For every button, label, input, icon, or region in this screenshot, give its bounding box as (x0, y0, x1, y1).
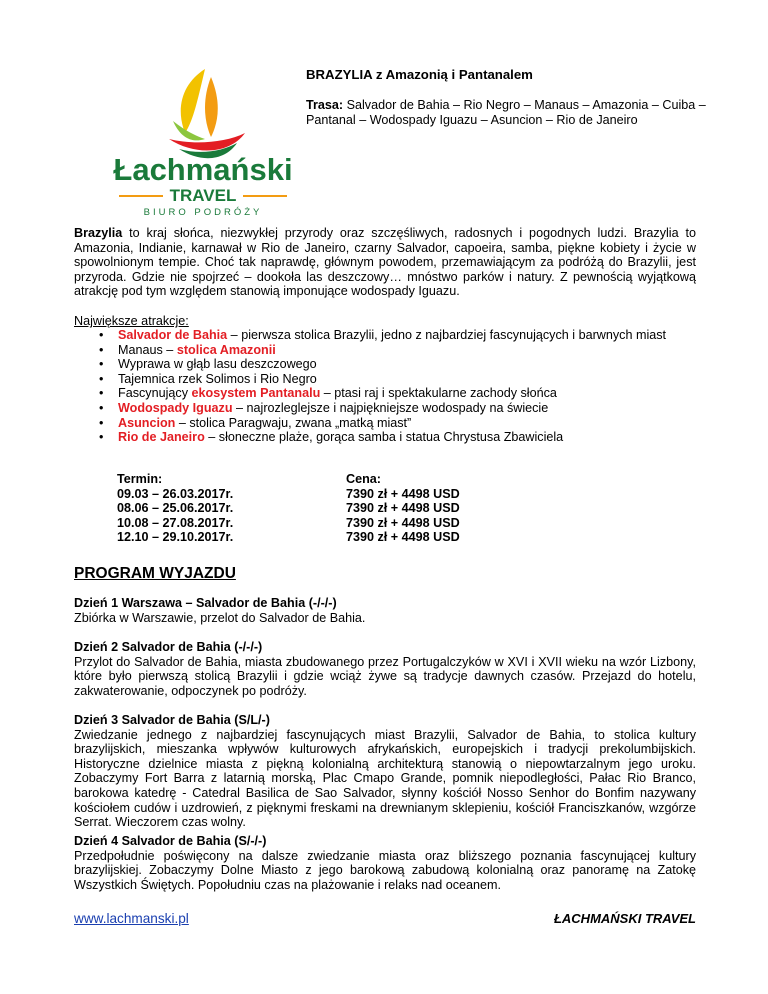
price-value: 7390 zł + 4498 USD (346, 515, 460, 530)
list-item: • Fascynujący ekosystem Pantanalu – ptasi raj i spektakularne zachody słońca (74, 386, 674, 401)
day-1 (74, 596, 696, 625)
day-text: Zwiedzanie jednego z najbardziej fascynujących miast Brazylii, Salvador de Bahia, to stolica kultury brazylijskich, mieszanka wpływów kulturowych afrykańskich, europejskich i tradycji prekolumbijskich. Historyczne dzielnice miasta z piękną kolonialną architekturą stanowią o niepowtarzalnym jego uroku. Zobaczymy Fort Barra z latarnią morską, Plac Cmapo Grande, pomnik niepodległości, Pałac Rio Branco, barokowa katedrę - Catedral Basilica de Sao Salvador, słynny kościół Nosso Senhor do Bonfim nazywany kościołem cudów i uzdrowień, z pięknymi freskami na drewnianym sklepieniu, kościół Franciszkanów, wzgórze Serrat. Wieczorem czas wolny. (74, 727, 696, 830)
price-value: 7390 zł + 4498 USD (346, 501, 460, 516)
day-2 (74, 640, 696, 698)
term-date: 09.03 – 26.03.2017r. (117, 486, 234, 501)
intro-paragraph (74, 226, 696, 299)
prices-column (346, 472, 460, 545)
day-title: Dzień 1 Warszawa – Salvador de Bahia (-/-/-) (74, 596, 337, 610)
list-item: • Asuncion – stolica Paragwaju, zwana „matką miast” (74, 416, 674, 431)
day-text: Zbiórka w Warszawie, przelot do Salvador de Bahia. (74, 610, 366, 625)
company-logo (113, 63, 293, 218)
attractions-heading: Największe atrakcje: (74, 314, 189, 328)
list-item: • Wyprawa w głąb lasu deszczowego (74, 357, 674, 372)
list-item: • Rio de Janeiro – słoneczne plaże, gorąca samba i statua Chrystusa Zbawiciela (74, 430, 674, 445)
price-value: 7390 zł + 4498 USD (346, 530, 460, 545)
day-4 (74, 834, 696, 892)
route-label: Trasa: (306, 98, 344, 112)
list-item: • Salvador de Bahia – pierwsza stolica Brazylii, jedno z najbardziej fascynujących i barwnych miast (74, 328, 674, 343)
termin-label: Termin: (117, 472, 163, 486)
day-title: Dzień 3 Salvador de Bahia (S/L/-) (74, 713, 270, 727)
attractions-list (74, 328, 674, 445)
day-text: Przylot do Salvador de Bahia, miasta zbudowanego przez Portugalczyków w XVI i XVII wieku na wzór Lizbony, które było pierwszą stolicą Brazylii i gdzie wciąż żywe są tradycje dawnych czasów. Przejazd do hotelu, zakwaterowanie, odpoczynek po podróży. (74, 654, 696, 698)
intro-text: to kraj słońca, niezwykłej przyrody oraz szczęśliwych, radosnych i pogodnych ludzi. Brazylia to Amazonia, Indianie, karnawał w Rio de Janeiro, czarny Salvador, capoeira, samba, piękne kobiety i życie w spowolnionym tempie. Choć tak naprawdę, głównym powodem, przemawiającym za podróżą do Brazylii, jest przyroda. Gdzie nie spojrzeć – dookoła las deszczowy… mnóstwo parków i natury. Z pewnością wyjątkową atrakcję pod tym względem stanowią imponujące wodospady Iguazu. (74, 226, 696, 299)
intro-lead: Brazylia (74, 226, 123, 240)
brand-subtitle: BIURO PODRÓŻY (143, 207, 263, 218)
day-text: Przedpołudnie poświęcony na dalsze zwiedzanie miasta oraz bliższego poznania fascynującej kultury brazylijskiej. Zobaczymy Dolne Miasto z jego barokową zabudową kolonialną oraz panoramę na Zatokę Wszystkich Świętych. Popołudniu czas na plażowanie i relaks nad oceanem. (74, 848, 696, 892)
program-heading: PROGRAM WYJAZDU (74, 565, 236, 582)
brand-travel: TRAVEL (169, 186, 237, 205)
day-title: Dzień 4 Salvador de Bahia (S/-/-) (74, 834, 267, 848)
day-title: Dzień 2 Salvador de Bahia (-/-/-) (74, 640, 263, 654)
route-value: Salvador de Bahia – Rio Negro – Manaus – Amazonia – Cuiba – Pantanal – Wodospady Iguazu – Asuncion – Rio de Janeiro (306, 98, 706, 127)
term-date: 12.10 – 29.10.2017r. (117, 530, 234, 545)
term-date: 10.08 – 27.08.2017r. (117, 515, 234, 530)
website-link[interactable]: www.lachmanski.pl (74, 911, 189, 926)
list-item: • Tajemnica rzek Solimos i Rio Negro (74, 372, 674, 387)
list-item: • Manaus – stolica Amazonii (74, 343, 674, 358)
list-item: • Wodospady Iguazu – najrozleglejsze i najpiękniejsze wodospady na świecie (74, 401, 674, 416)
page-title: BRAZYLIA z Amazonią i Pantanalem (306, 67, 533, 82)
route-text (306, 98, 706, 127)
footer-brand: ŁACHMAŃSKI TRAVEL (553, 911, 696, 926)
cena-label: Cena: (346, 472, 381, 486)
term-date: 08.06 – 25.06.2017r. (117, 501, 234, 516)
day-3 (74, 713, 696, 830)
brand-divider-right (243, 195, 287, 197)
price-value: 7390 zł + 4498 USD (346, 486, 460, 501)
dates-column (117, 472, 233, 545)
brand-name: Łachmański (113, 152, 293, 187)
